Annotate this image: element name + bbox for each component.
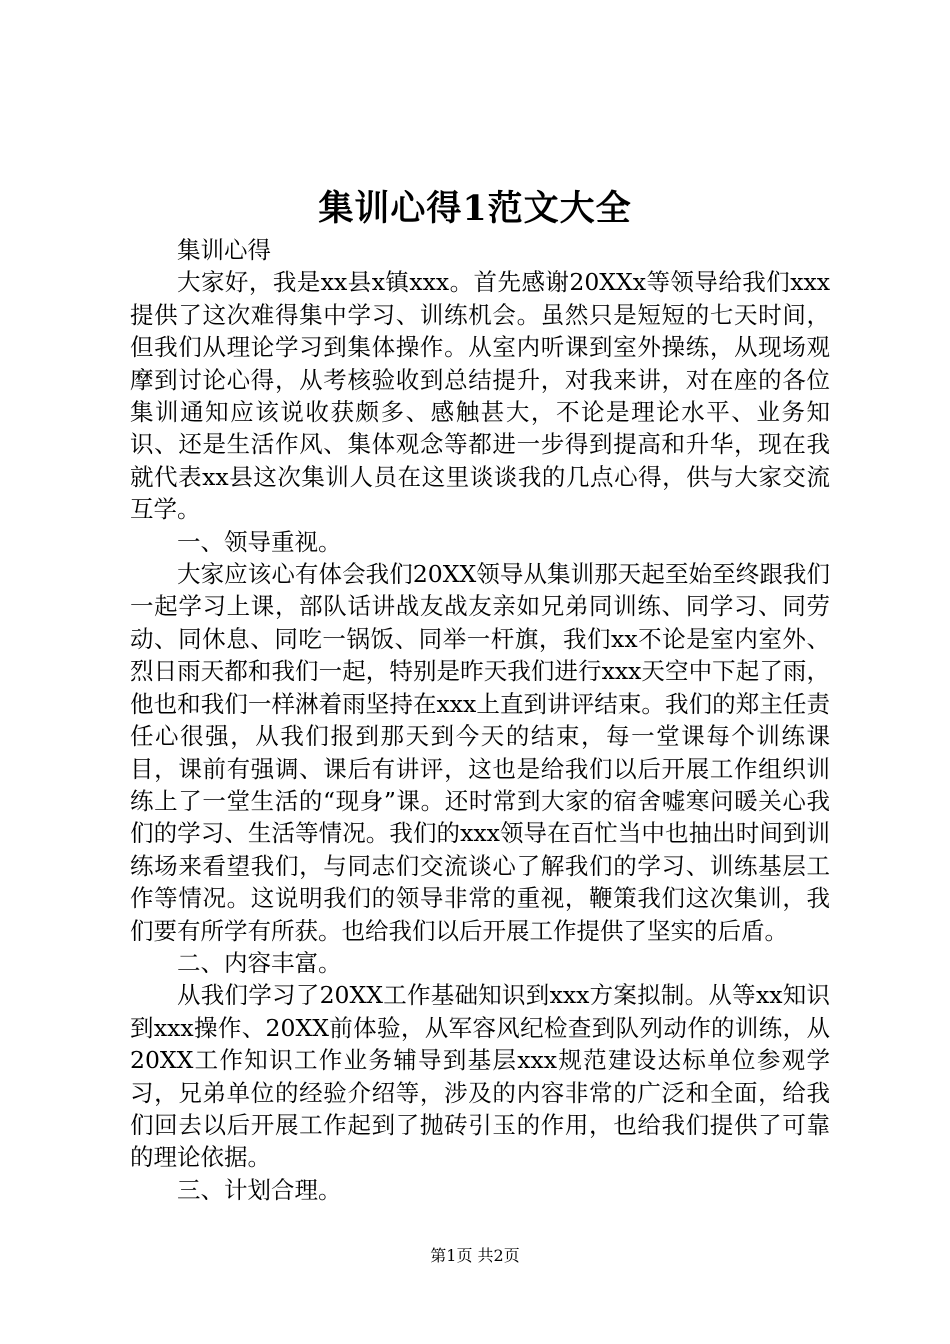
section-heading-3: 三、计划合理。: [177, 1175, 342, 1204]
paragraph-subtitle: 集训心得: [177, 236, 271, 264]
paragraph-section-2: 从我们学习了20XX工作基础知识到xxx方案拟制。从等xx知识到xxx操作、20XX前体验，从军容风纪检查到队列动作的训练，从20XX工作知识工作业务辅导到基层xxx规范建设达标单位参观学习，兄弟单位的经验介绍等，涉及的内容非常的广泛和全面，给我们回去以后开展工作起到了抛砖引玉的作用，也给我们提供了可靠的理论依据。: [130, 981, 830, 1172]
paragraph-section-1: 大家应该心有体会我们20XX领导从集训那天起至始至终跟我们一起学习上课，部队话讲战友战友亲如兄弟同训练、同学习、同劳动、同休息、同吃一锅饭、同举一杆旗，我们xx不论是室内室外、烈日雨天都和我们一起，特别是昨天我们进行xxx天空中下起了雨，他也和我们一样淋着雨坚持在xxx上直到讲评结束。我们的郑主任责任心很强，从我们报到那天到今天的结束，每一堂课每个训练课目，课前有强调、课后有讲评，这也是给我们以后开展工作组织训练上了一堂生活的“现身”课。还时常到大家的宿舍嘘寒问暖关心我们的学习、生活等情况。我们的xxx领导在百忙当中也抽出时间到训练场来看望我们，与同志们交流谈心了解我们的学习、训练基层工作等情况。这说明我们的领导非常的重视，鞭策我们这次集训，我们要有所学有所获。也给我们以后开展工作提供了坚实的后盾。: [130, 560, 830, 945]
page-footer: 第1页 共2页: [430, 1246, 520, 1265]
document-body: [130, 234, 830, 1206]
section-heading-1: 一、领导重视。: [177, 527, 342, 556]
paragraph-intro: 大家好，我是xx县x镇xxx。首先感谢20XXx等领导给我们xxx提供了这次难得集中学习、训练机会。虽然只是短短的七天时间，但我们从理论学习到集体操作。从室内听课到室外操练，从现场观摩到讨论心得，从考核验收到总结提升，对我来讲，对在座的各位集训通知应该说收获颇多、感触甚大，不论是理论水平、业务知识、还是生活作风、集体观念等都进一步得到提高和升华，现在我就代表xx县这次集训人员在这里谈谈我的几点心得，供与大家交流互学。: [130, 268, 830, 524]
section-heading-2: 二、内容丰富。: [177, 948, 342, 977]
document-title: 集训心得1范文大全: [318, 188, 632, 229]
